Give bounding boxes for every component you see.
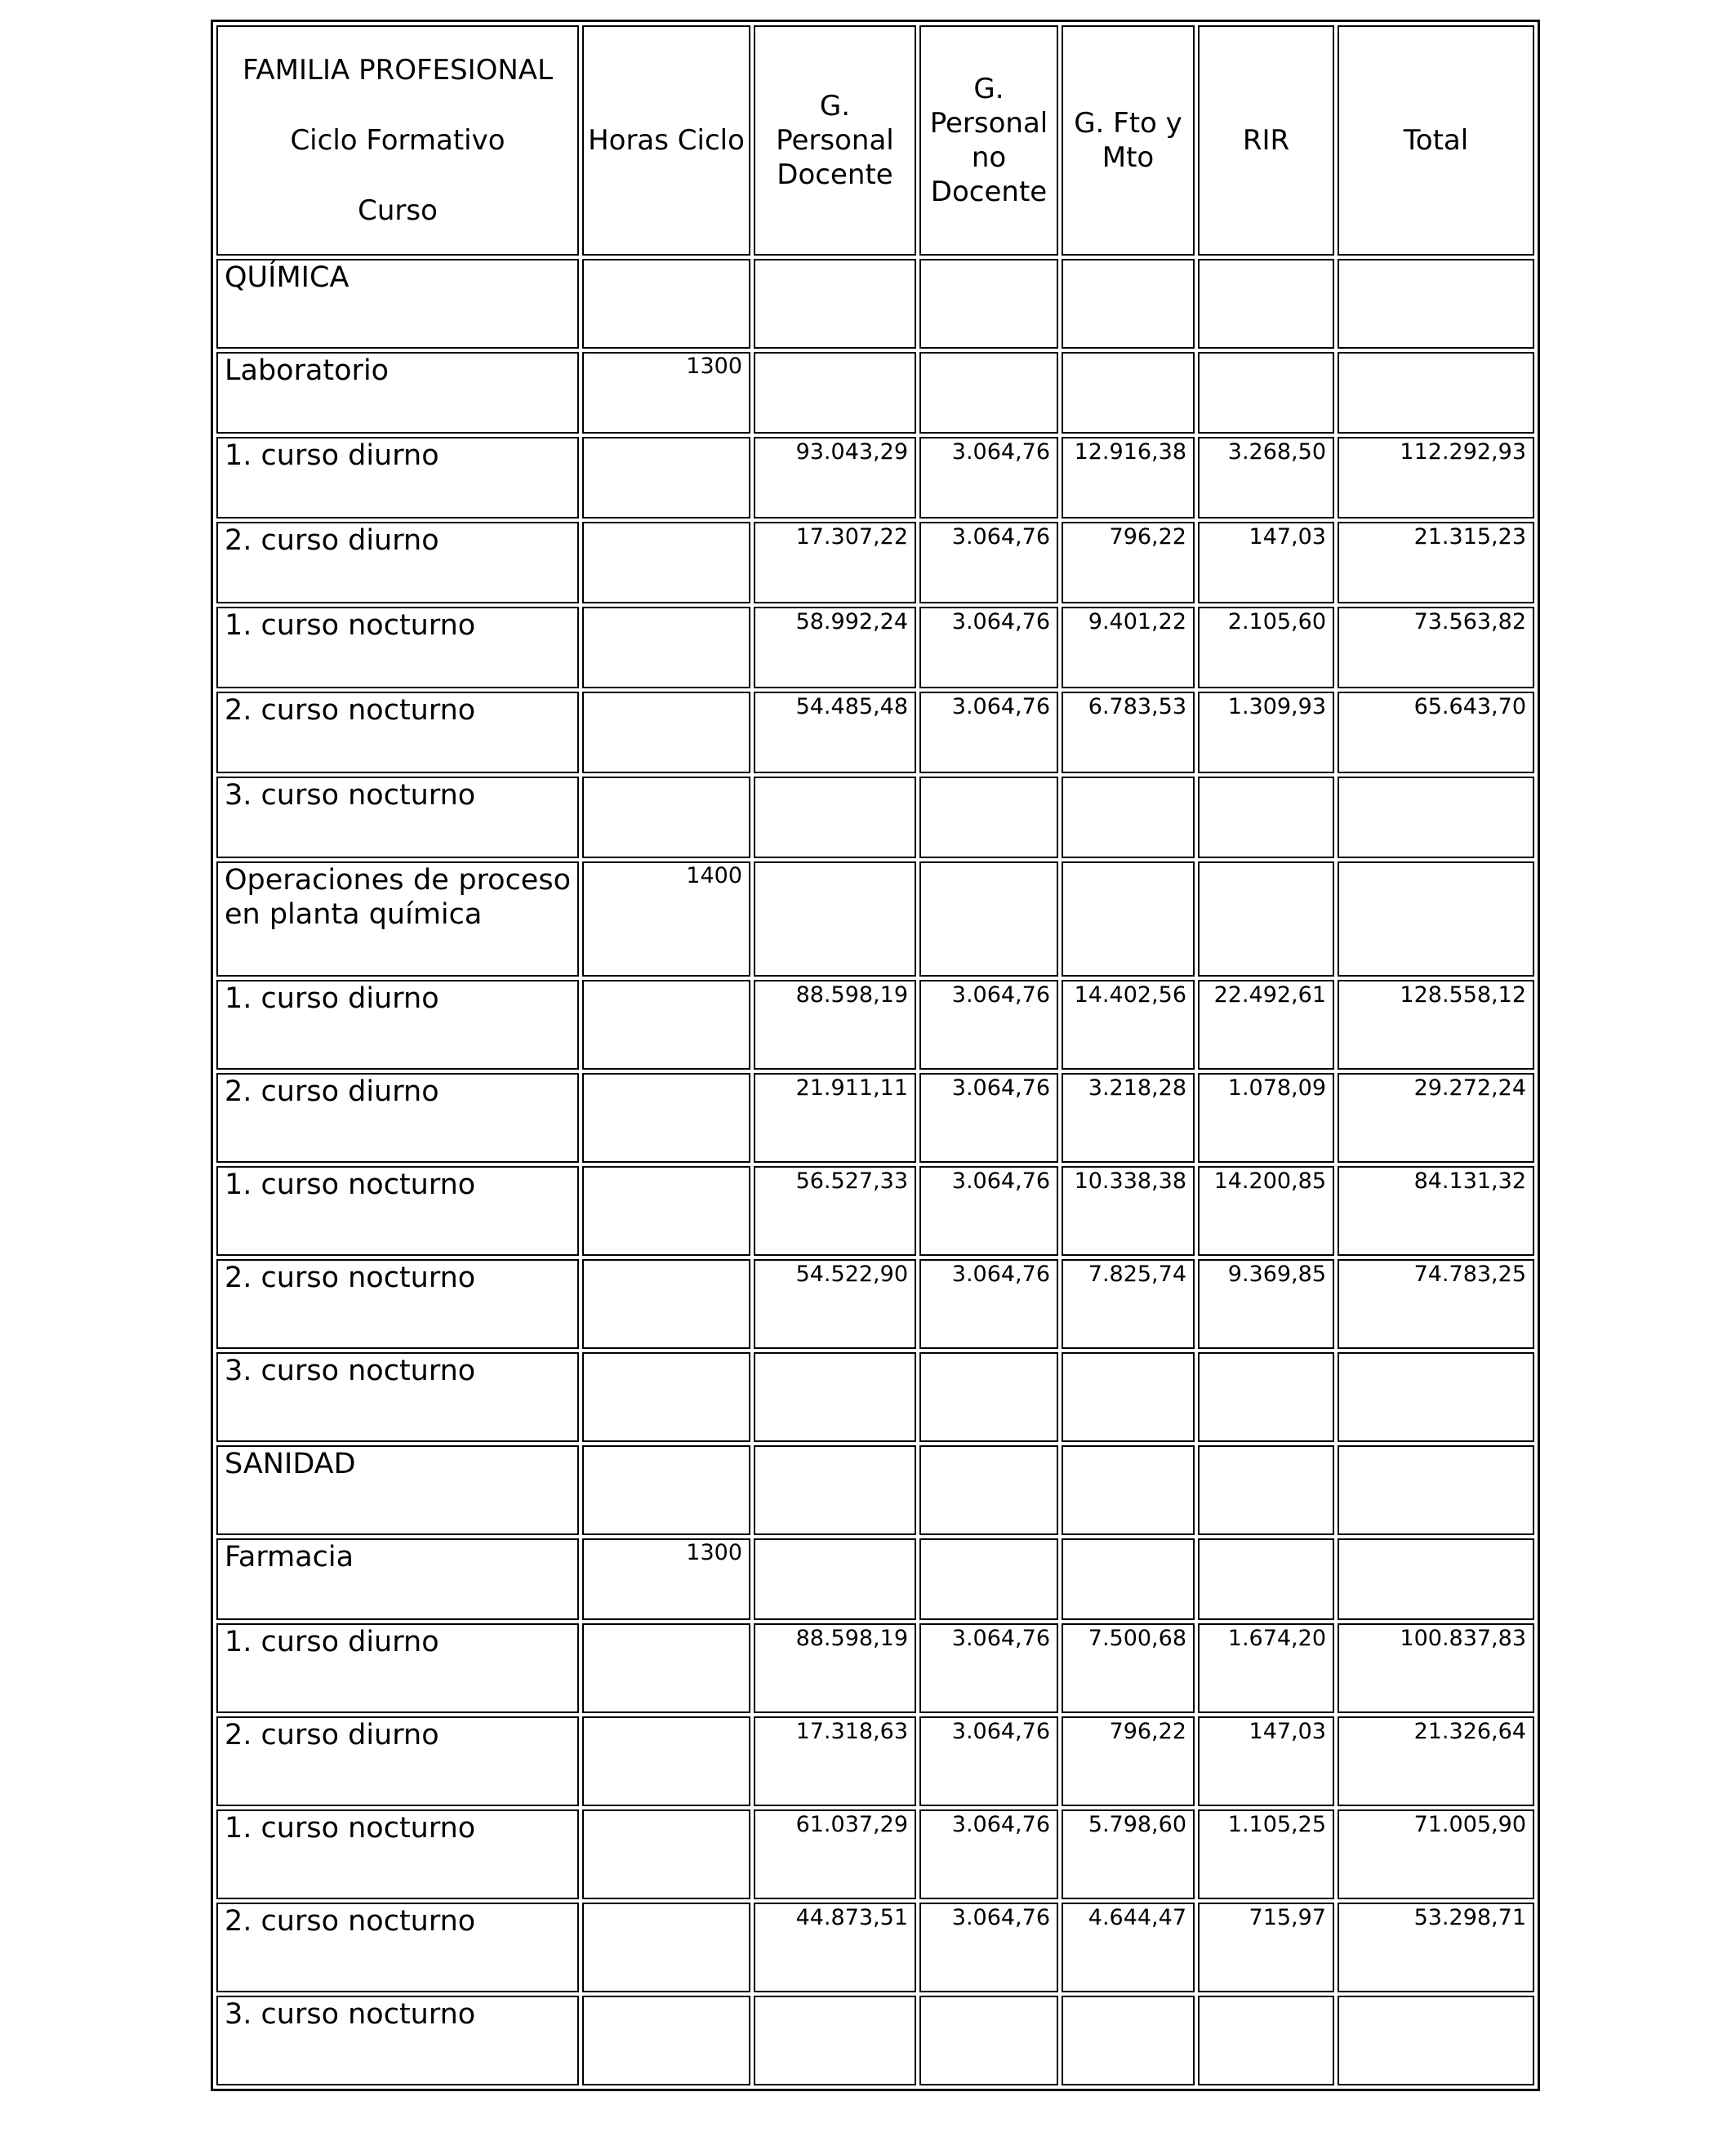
row-total <box>1338 861 1534 977</box>
row-rir: 22.492,61 <box>1198 980 1334 1070</box>
row-hours <box>582 1445 750 1535</box>
row-total <box>1338 1996 1534 2085</box>
row-g-docente <box>754 1996 916 2085</box>
row-g-fto: 10.338,38 <box>1062 1166 1195 1256</box>
table-row <box>216 1903 1534 1992</box>
row-g-docente: 88.598,19 <box>754 1623 916 1713</box>
table-row <box>216 1623 1534 1713</box>
table-row <box>216 1445 1534 1535</box>
row-total <box>1338 777 1534 858</box>
header-familia <box>216 25 579 256</box>
row-total: 84.131,32 <box>1338 1166 1534 1256</box>
row-hours <box>582 522 750 603</box>
row-hours <box>582 259 750 349</box>
row-g-docente: 58.992,24 <box>754 607 916 688</box>
row-rir <box>1198 352 1334 434</box>
table-row <box>216 1716 1534 1806</box>
header-row <box>216 25 1534 256</box>
row-g-no-docente <box>919 861 1058 977</box>
row-g-docente: 17.307,22 <box>754 522 916 603</box>
row-g-fto: 4.644,47 <box>1062 1903 1195 1992</box>
row-g-fto: 5.798,60 <box>1062 1809 1195 1899</box>
row-label: Farmacia <box>216 1538 579 1620</box>
row-hours <box>582 1073 750 1163</box>
header-ciclo-line: Ciclo Formativo <box>290 124 505 157</box>
row-rir <box>1198 777 1334 858</box>
row-hours <box>582 692 750 773</box>
table-row <box>216 259 1534 349</box>
row-rir <box>1198 259 1334 349</box>
row-total: 71.005,90 <box>1338 1809 1534 1899</box>
row-label: 1. curso diurno <box>216 1623 579 1713</box>
row-g-docente: 44.873,51 <box>754 1903 916 1992</box>
row-g-no-docente: 3.064,76 <box>919 437 1058 519</box>
row-total <box>1338 1538 1534 1620</box>
row-g-no-docente: 3.064,76 <box>919 1903 1058 1992</box>
row-rir: 147,03 <box>1198 1716 1334 1806</box>
row-label: 2. curso nocturno <box>216 692 579 773</box>
row-g-docente <box>754 1538 916 1620</box>
row-g-fto: 796,22 <box>1062 1716 1195 1806</box>
row-rir <box>1198 1996 1334 2085</box>
row-label: QUÍMICA <box>216 259 579 349</box>
row-g-docente: 56.527,33 <box>754 1166 916 1256</box>
row-total <box>1338 1352 1534 1442</box>
row-g-fto <box>1062 352 1195 434</box>
header-familia-line: FAMILIA PROFESIONAL <box>242 54 554 87</box>
row-total: 65.643,70 <box>1338 692 1534 773</box>
table-row <box>216 1538 1534 1620</box>
row-label: 2. curso diurno <box>216 1073 579 1163</box>
budget-table <box>211 20 1540 2091</box>
row-total: 74.783,25 <box>1338 1259 1534 1349</box>
row-rir <box>1198 1445 1334 1535</box>
row-total: 100.837,83 <box>1338 1623 1534 1713</box>
header-g-fto: G. Fto y Mto <box>1062 25 1195 256</box>
row-hours <box>582 1716 750 1806</box>
table-row <box>216 777 1534 858</box>
row-hours <box>582 1166 750 1256</box>
row-g-docente <box>754 777 916 858</box>
row-label: 3. curso nocturno <box>216 777 579 858</box>
row-g-no-docente: 3.064,76 <box>919 1716 1058 1806</box>
row-hours <box>582 607 750 688</box>
row-g-fto <box>1062 1996 1195 2085</box>
row-label: 1. curso nocturno <box>216 1166 579 1256</box>
row-label: 3. curso nocturno <box>216 1352 579 1442</box>
table-row <box>216 437 1534 519</box>
header-g-docente: G. Personal Docente <box>754 25 916 256</box>
row-rir <box>1198 1352 1334 1442</box>
row-rir: 2.105,60 <box>1198 607 1334 688</box>
row-g-no-docente: 3.064,76 <box>919 692 1058 773</box>
row-g-fto <box>1062 1445 1195 1535</box>
row-g-fto: 3.218,28 <box>1062 1073 1195 1163</box>
row-rir: 14.200,85 <box>1198 1166 1334 1256</box>
row-g-docente: 93.043,29 <box>754 437 916 519</box>
row-g-docente: 54.485,48 <box>754 692 916 773</box>
row-g-fto <box>1062 1352 1195 1442</box>
row-rir: 1.105,25 <box>1198 1809 1334 1899</box>
row-g-no-docente: 3.064,76 <box>919 1259 1058 1349</box>
row-hours: 1300 <box>582 352 750 434</box>
row-g-no-docente: 3.064,76 <box>919 522 1058 603</box>
row-g-fto: 14.402,56 <box>1062 980 1195 1070</box>
row-rir: 1.674,20 <box>1198 1623 1334 1713</box>
row-label: Laboratorio <box>216 352 579 434</box>
row-rir <box>1198 1538 1334 1620</box>
table-row <box>216 692 1534 773</box>
row-hours <box>582 777 750 858</box>
row-g-fto: 6.783,53 <box>1062 692 1195 773</box>
row-hours <box>582 1623 750 1713</box>
row-g-no-docente: 3.064,76 <box>919 1623 1058 1713</box>
row-label: 1. curso diurno <box>216 980 579 1070</box>
row-total: 21.326,64 <box>1338 1716 1534 1806</box>
row-label: 2. curso diurno <box>216 1716 579 1806</box>
row-g-no-docente <box>919 777 1058 858</box>
row-g-fto: 9.401,22 <box>1062 607 1195 688</box>
row-total: 112.292,93 <box>1338 437 1534 519</box>
row-g-fto <box>1062 1538 1195 1620</box>
row-g-docente <box>754 259 916 349</box>
row-g-fto <box>1062 861 1195 977</box>
row-rir <box>1198 861 1334 977</box>
row-rir: 1.078,09 <box>1198 1073 1334 1163</box>
row-g-no-docente: 3.064,76 <box>919 1809 1058 1899</box>
row-g-docente <box>754 861 916 977</box>
row-label: SANIDAD <box>216 1445 579 1535</box>
header-curso-line: Curso <box>358 194 438 227</box>
row-label: 3. curso nocturno <box>216 1996 579 2085</box>
row-g-docente: 88.598,19 <box>754 980 916 1070</box>
row-g-no-docente <box>919 1996 1058 2085</box>
row-hours <box>582 980 750 1070</box>
row-g-fto <box>1062 777 1195 858</box>
row-g-no-docente: 3.064,76 <box>919 607 1058 688</box>
row-total <box>1338 352 1534 434</box>
row-total <box>1338 1445 1534 1535</box>
row-total: 53.298,71 <box>1338 1903 1534 1992</box>
row-label: 2. curso nocturno <box>216 1259 579 1349</box>
row-hours <box>582 1259 750 1349</box>
table-row <box>216 1073 1534 1163</box>
table-row <box>216 352 1534 434</box>
row-g-no-docente <box>919 1352 1058 1442</box>
row-g-docente: 21.911,11 <box>754 1073 916 1163</box>
row-rir: 147,03 <box>1198 522 1334 603</box>
table-row <box>216 1166 1534 1256</box>
row-label: 2. curso nocturno <box>216 1903 579 1992</box>
table-row <box>216 1996 1534 2085</box>
row-hours <box>582 1903 750 1992</box>
row-label: 1. curso nocturno <box>216 607 579 688</box>
header-g-no-docente: G. Personal no Docente <box>919 25 1058 256</box>
row-label: 2. curso diurno <box>216 522 579 603</box>
row-g-docente <box>754 352 916 434</box>
row-rir: 715,97 <box>1198 1903 1334 1992</box>
row-rir: 9.369,85 <box>1198 1259 1334 1349</box>
row-g-docente: 54.522,90 <box>754 1259 916 1349</box>
row-total <box>1338 259 1534 349</box>
row-g-no-docente: 3.064,76 <box>919 1166 1058 1256</box>
row-g-no-docente <box>919 1538 1058 1620</box>
header-rir: RIR <box>1198 25 1334 256</box>
row-label: Operaciones de proceso en planta química <box>216 861 579 977</box>
table-row <box>216 522 1534 603</box>
header-total: Total <box>1338 25 1534 256</box>
row-total: 73.563,82 <box>1338 607 1534 688</box>
header-horas: Horas Ciclo <box>582 25 750 256</box>
row-g-fto: 12.916,38 <box>1062 437 1195 519</box>
row-g-fto <box>1062 259 1195 349</box>
row-hours: 1300 <box>582 1538 750 1620</box>
row-label: 1. curso nocturno <box>216 1809 579 1899</box>
row-g-docente: 17.318,63 <box>754 1716 916 1806</box>
row-g-fto: 796,22 <box>1062 522 1195 603</box>
row-rir: 3.268,50 <box>1198 437 1334 519</box>
row-g-fto: 7.500,68 <box>1062 1623 1195 1713</box>
table-row <box>216 607 1534 688</box>
row-total: 128.558,12 <box>1338 980 1534 1070</box>
row-label: 1. curso diurno <box>216 437 579 519</box>
row-g-fto: 7.825,74 <box>1062 1259 1195 1349</box>
table-row <box>216 1352 1534 1442</box>
row-g-docente: 61.037,29 <box>754 1809 916 1899</box>
row-hours: 1400 <box>582 861 750 977</box>
row-hours <box>582 1809 750 1899</box>
row-hours <box>582 1996 750 2085</box>
row-g-no-docente: 3.064,76 <box>919 980 1058 1070</box>
row-g-no-docente <box>919 352 1058 434</box>
table-row <box>216 1809 1534 1899</box>
row-g-no-docente <box>919 1445 1058 1535</box>
row-hours <box>582 1352 750 1442</box>
row-hours <box>582 437 750 519</box>
table-row <box>216 1259 1534 1349</box>
row-g-docente <box>754 1352 916 1442</box>
table-row <box>216 861 1534 977</box>
row-g-no-docente <box>919 259 1058 349</box>
row-total: 29.272,24 <box>1338 1073 1534 1163</box>
row-rir: 1.309,93 <box>1198 692 1334 773</box>
row-g-docente <box>754 1445 916 1535</box>
table-row <box>216 980 1534 1070</box>
row-g-no-docente: 3.064,76 <box>919 1073 1058 1163</box>
row-total: 21.315,23 <box>1338 522 1534 603</box>
